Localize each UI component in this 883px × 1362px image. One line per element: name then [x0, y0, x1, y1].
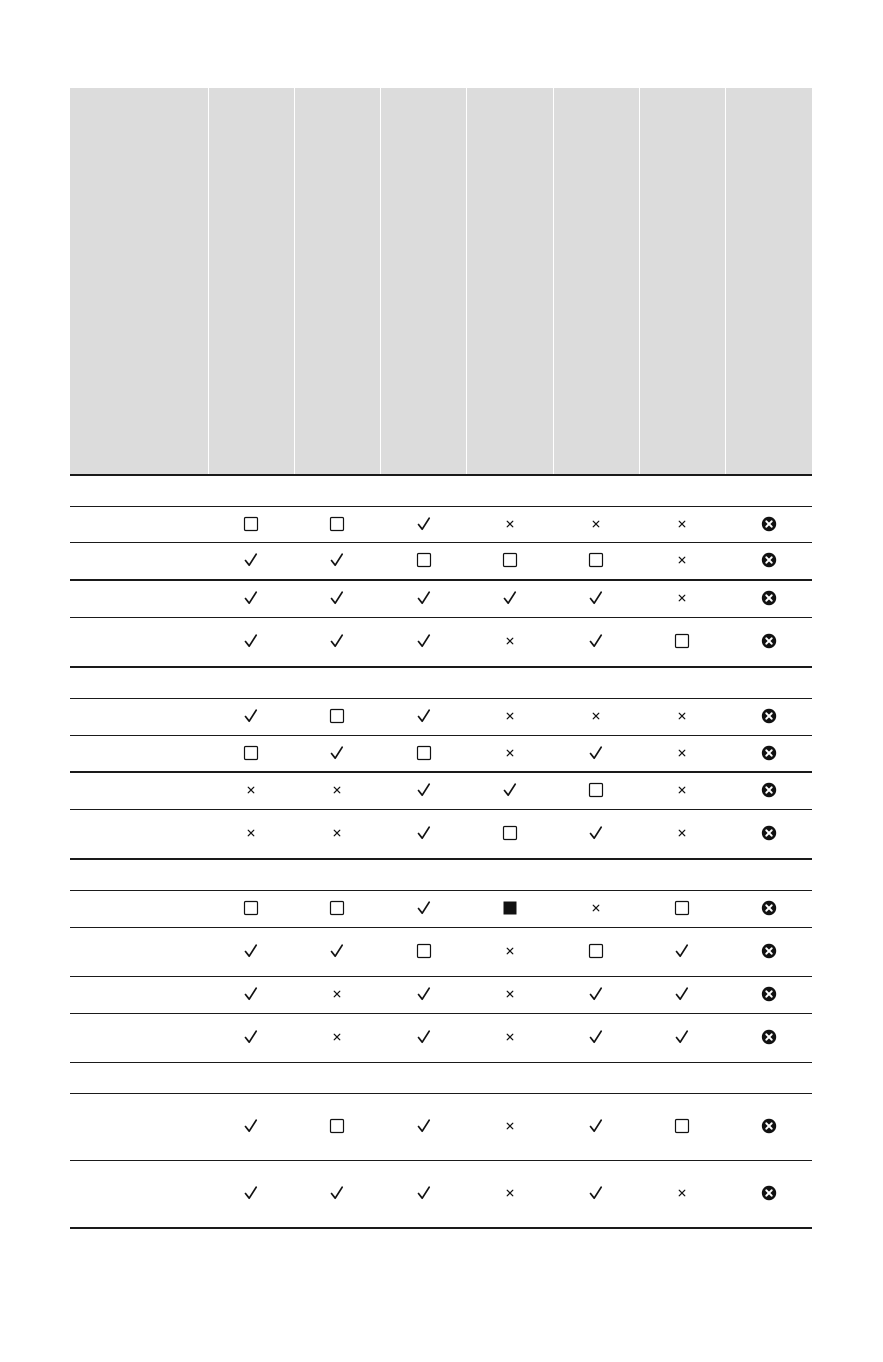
status-cell: [639, 618, 725, 668]
status-cell: [726, 977, 813, 1014]
check-icon: [587, 1184, 605, 1202]
status-cell: [553, 1014, 639, 1063]
empty-box-icon: [501, 824, 519, 842]
row-label: [70, 977, 208, 1014]
empty-box-icon: [328, 1117, 346, 1135]
table-row: [70, 772, 812, 810]
status-cell: [467, 1161, 553, 1229]
row-label: [70, 580, 208, 618]
check-icon: [242, 1184, 260, 1202]
empty-box-icon: [415, 551, 433, 569]
table-row: [70, 580, 812, 618]
empty-box-icon: [587, 942, 605, 960]
status-cell: [294, 810, 380, 860]
matrix-body: [70, 475, 812, 1228]
status-cell: [208, 891, 294, 928]
row-label: [70, 736, 208, 773]
status-cell: [639, 977, 725, 1014]
cross-icon: [501, 632, 519, 650]
cross-icon: [673, 781, 691, 799]
cross-icon: [501, 1117, 519, 1135]
cross-icon: [587, 899, 605, 917]
status-cell: [294, 543, 380, 581]
check-icon: [242, 1028, 260, 1046]
cross-icon: [587, 515, 605, 533]
status-cell: [294, 736, 380, 773]
status-cell: [639, 507, 725, 543]
x-circle-icon: [760, 515, 778, 533]
empty-box-icon: [501, 551, 519, 569]
empty-box-icon: [415, 744, 433, 762]
status-cell: [639, 1014, 725, 1063]
table-row: [70, 1094, 812, 1161]
row-label: [70, 543, 208, 581]
check-icon: [587, 589, 605, 607]
empty-box-icon: [242, 899, 260, 917]
status-cell: [639, 543, 725, 581]
check-icon: [242, 1117, 260, 1135]
status-cell: [294, 1161, 380, 1229]
row-label: [70, 1094, 208, 1161]
status-cell: [208, 772, 294, 810]
status-cell: [294, 618, 380, 668]
table-row: [70, 736, 812, 773]
header-cell: [381, 88, 467, 475]
status-cell: [639, 736, 725, 773]
row-label: [70, 1161, 208, 1229]
header-cell: [553, 88, 639, 475]
status-cell: [726, 618, 813, 668]
check-icon: [242, 985, 260, 1003]
empty-box-icon: [328, 515, 346, 533]
group-header-row: [70, 475, 812, 507]
check-icon: [587, 985, 605, 1003]
empty-box-icon: [673, 632, 691, 650]
status-cell: [467, 618, 553, 668]
feature-matrix-table: [70, 88, 812, 1229]
cross-icon: [501, 1028, 519, 1046]
status-cell: [294, 1014, 380, 1063]
status-cell: [208, 1014, 294, 1063]
check-icon: [415, 515, 433, 533]
check-icon: [415, 707, 433, 725]
check-icon: [673, 942, 691, 960]
status-cell: [726, 543, 813, 581]
status-cell: [294, 772, 380, 810]
status-cell: [726, 891, 813, 928]
header-cell: [294, 88, 380, 475]
header-cell: [467, 88, 553, 475]
row-label: [70, 891, 208, 928]
group-label: [70, 1063, 812, 1094]
cross-icon: [328, 781, 346, 799]
status-cell: [553, 891, 639, 928]
empty-box-icon: [328, 707, 346, 725]
cross-icon: [673, 1184, 691, 1202]
check-icon: [587, 824, 605, 842]
status-cell: [726, 772, 813, 810]
cross-icon: [328, 1028, 346, 1046]
status-cell: [726, 736, 813, 773]
row-label: [70, 928, 208, 977]
check-icon: [242, 589, 260, 607]
x-circle-icon: [760, 707, 778, 725]
row-label: [70, 810, 208, 860]
status-cell: [639, 810, 725, 860]
status-cell: [467, 891, 553, 928]
status-cell: [639, 1094, 725, 1161]
status-cell: [381, 772, 467, 810]
check-icon: [501, 589, 519, 607]
empty-box-icon: [587, 781, 605, 799]
x-circle-icon: [760, 551, 778, 569]
check-icon: [242, 551, 260, 569]
x-circle-icon: [760, 942, 778, 960]
cross-icon: [673, 589, 691, 607]
status-cell: [726, 928, 813, 977]
cross-icon: [673, 824, 691, 842]
check-icon: [415, 899, 433, 917]
table-row: [70, 810, 812, 860]
header-row: [70, 88, 812, 475]
check-icon: [328, 942, 346, 960]
row-label: [70, 772, 208, 810]
status-cell: [467, 977, 553, 1014]
check-icon: [673, 1028, 691, 1046]
cross-icon: [242, 824, 260, 842]
status-cell: [208, 618, 294, 668]
cross-icon: [673, 551, 691, 569]
cross-icon: [328, 824, 346, 842]
table-row: [70, 891, 812, 928]
row-label: [70, 1014, 208, 1063]
check-icon: [328, 632, 346, 650]
status-cell: [726, 1161, 813, 1229]
empty-box-icon: [587, 551, 605, 569]
header-cell: [70, 88, 208, 475]
table-row: [70, 543, 812, 581]
status-cell: [294, 699, 380, 736]
table-row: [70, 928, 812, 977]
header-cell: [726, 88, 813, 475]
check-icon: [242, 942, 260, 960]
check-icon: [328, 1184, 346, 1202]
status-cell: [553, 618, 639, 668]
status-cell: [381, 618, 467, 668]
cross-icon: [328, 985, 346, 1003]
cross-icon: [673, 707, 691, 725]
status-cell: [553, 580, 639, 618]
x-circle-icon: [760, 824, 778, 842]
check-icon: [415, 589, 433, 607]
empty-box-icon: [673, 1117, 691, 1135]
check-icon: [415, 1028, 433, 1046]
table-row: [70, 618, 812, 668]
x-circle-icon: [760, 781, 778, 799]
status-cell: [467, 580, 553, 618]
status-cell: [639, 699, 725, 736]
status-cell: [294, 1094, 380, 1161]
table-row: [70, 977, 812, 1014]
status-cell: [726, 699, 813, 736]
status-cell: [726, 810, 813, 860]
status-cell: [381, 928, 467, 977]
status-cell: [726, 1094, 813, 1161]
empty-box-icon: [328, 899, 346, 917]
check-icon: [415, 632, 433, 650]
status-cell: [639, 891, 725, 928]
check-icon: [673, 985, 691, 1003]
status-cell: [381, 1014, 467, 1063]
row-label: [70, 507, 208, 543]
cross-icon: [501, 942, 519, 960]
table-row: [70, 1161, 812, 1229]
status-cell: [294, 507, 380, 543]
group-header-row: [70, 859, 812, 891]
status-cell: [208, 699, 294, 736]
x-circle-icon: [760, 589, 778, 607]
status-cell: [381, 1094, 467, 1161]
status-cell: [553, 977, 639, 1014]
table-row: [70, 507, 812, 543]
status-cell: [467, 543, 553, 581]
check-icon: [415, 781, 433, 799]
status-cell: [726, 1014, 813, 1063]
status-cell: [553, 736, 639, 773]
status-cell: [208, 1161, 294, 1229]
status-cell: [381, 543, 467, 581]
group-label: [70, 667, 812, 699]
x-circle-icon: [760, 744, 778, 762]
check-icon: [587, 632, 605, 650]
cross-icon: [673, 744, 691, 762]
check-icon: [242, 707, 260, 725]
status-cell: [553, 543, 639, 581]
status-cell: [639, 580, 725, 618]
cross-icon: [501, 515, 519, 533]
row-label: [70, 618, 208, 668]
x-circle-icon: [760, 985, 778, 1003]
header-cell: [639, 88, 725, 475]
status-cell: [726, 580, 813, 618]
status-cell: [467, 507, 553, 543]
status-cell: [381, 507, 467, 543]
check-icon: [415, 1117, 433, 1135]
empty-box-icon: [242, 515, 260, 533]
status-cell: [553, 810, 639, 860]
group-header-row: [70, 1063, 812, 1094]
status-cell: [467, 928, 553, 977]
filled-box-icon: [501, 899, 519, 917]
status-cell: [553, 772, 639, 810]
status-cell: [467, 699, 553, 736]
status-cell: [208, 977, 294, 1014]
cross-icon: [501, 707, 519, 725]
status-cell: [553, 507, 639, 543]
status-cell: [381, 699, 467, 736]
status-cell: [208, 810, 294, 860]
status-cell: [467, 1014, 553, 1063]
cross-icon: [587, 707, 605, 725]
check-icon: [328, 589, 346, 607]
row-label: [70, 699, 208, 736]
status-cell: [467, 810, 553, 860]
check-icon: [328, 744, 346, 762]
check-icon: [501, 781, 519, 799]
status-cell: [467, 772, 553, 810]
cross-icon: [242, 781, 260, 799]
status-cell: [381, 977, 467, 1014]
group-header-row: [70, 667, 812, 699]
cross-icon: [501, 1184, 519, 1202]
check-icon: [242, 632, 260, 650]
status-cell: [208, 1094, 294, 1161]
status-cell: [726, 507, 813, 543]
x-circle-icon: [760, 899, 778, 917]
status-cell: [639, 928, 725, 977]
status-cell: [553, 1094, 639, 1161]
status-cell: [381, 736, 467, 773]
status-cell: [381, 810, 467, 860]
status-cell: [553, 699, 639, 736]
header-cell: [208, 88, 294, 475]
group-label: [70, 859, 812, 891]
x-circle-icon: [760, 632, 778, 650]
status-cell: [553, 1161, 639, 1229]
check-icon: [587, 744, 605, 762]
x-circle-icon: [760, 1028, 778, 1046]
empty-box-icon: [673, 899, 691, 917]
status-cell: [208, 736, 294, 773]
status-cell: [208, 543, 294, 581]
check-icon: [328, 551, 346, 569]
status-cell: [467, 736, 553, 773]
cross-icon: [673, 515, 691, 533]
status-cell: [381, 580, 467, 618]
group-label: [70, 475, 812, 507]
status-cell: [208, 507, 294, 543]
status-cell: [467, 1094, 553, 1161]
table-row: [70, 1014, 812, 1063]
check-icon: [587, 1117, 605, 1135]
check-icon: [415, 824, 433, 842]
status-cell: [639, 772, 725, 810]
status-cell: [294, 580, 380, 618]
cross-icon: [501, 744, 519, 762]
x-circle-icon: [760, 1117, 778, 1135]
status-cell: [294, 977, 380, 1014]
table-row: [70, 699, 812, 736]
empty-box-icon: [242, 744, 260, 762]
check-icon: [415, 985, 433, 1003]
empty-box-icon: [415, 942, 433, 960]
status-cell: [208, 928, 294, 977]
status-cell: [553, 928, 639, 977]
status-cell: [294, 928, 380, 977]
status-cell: [639, 1161, 725, 1229]
x-circle-icon: [760, 1184, 778, 1202]
cross-icon: [501, 985, 519, 1003]
check-icon: [415, 1184, 433, 1202]
check-icon: [587, 1028, 605, 1046]
status-cell: [381, 891, 467, 928]
status-cell: [208, 580, 294, 618]
status-cell: [294, 891, 380, 928]
status-cell: [381, 1161, 467, 1229]
